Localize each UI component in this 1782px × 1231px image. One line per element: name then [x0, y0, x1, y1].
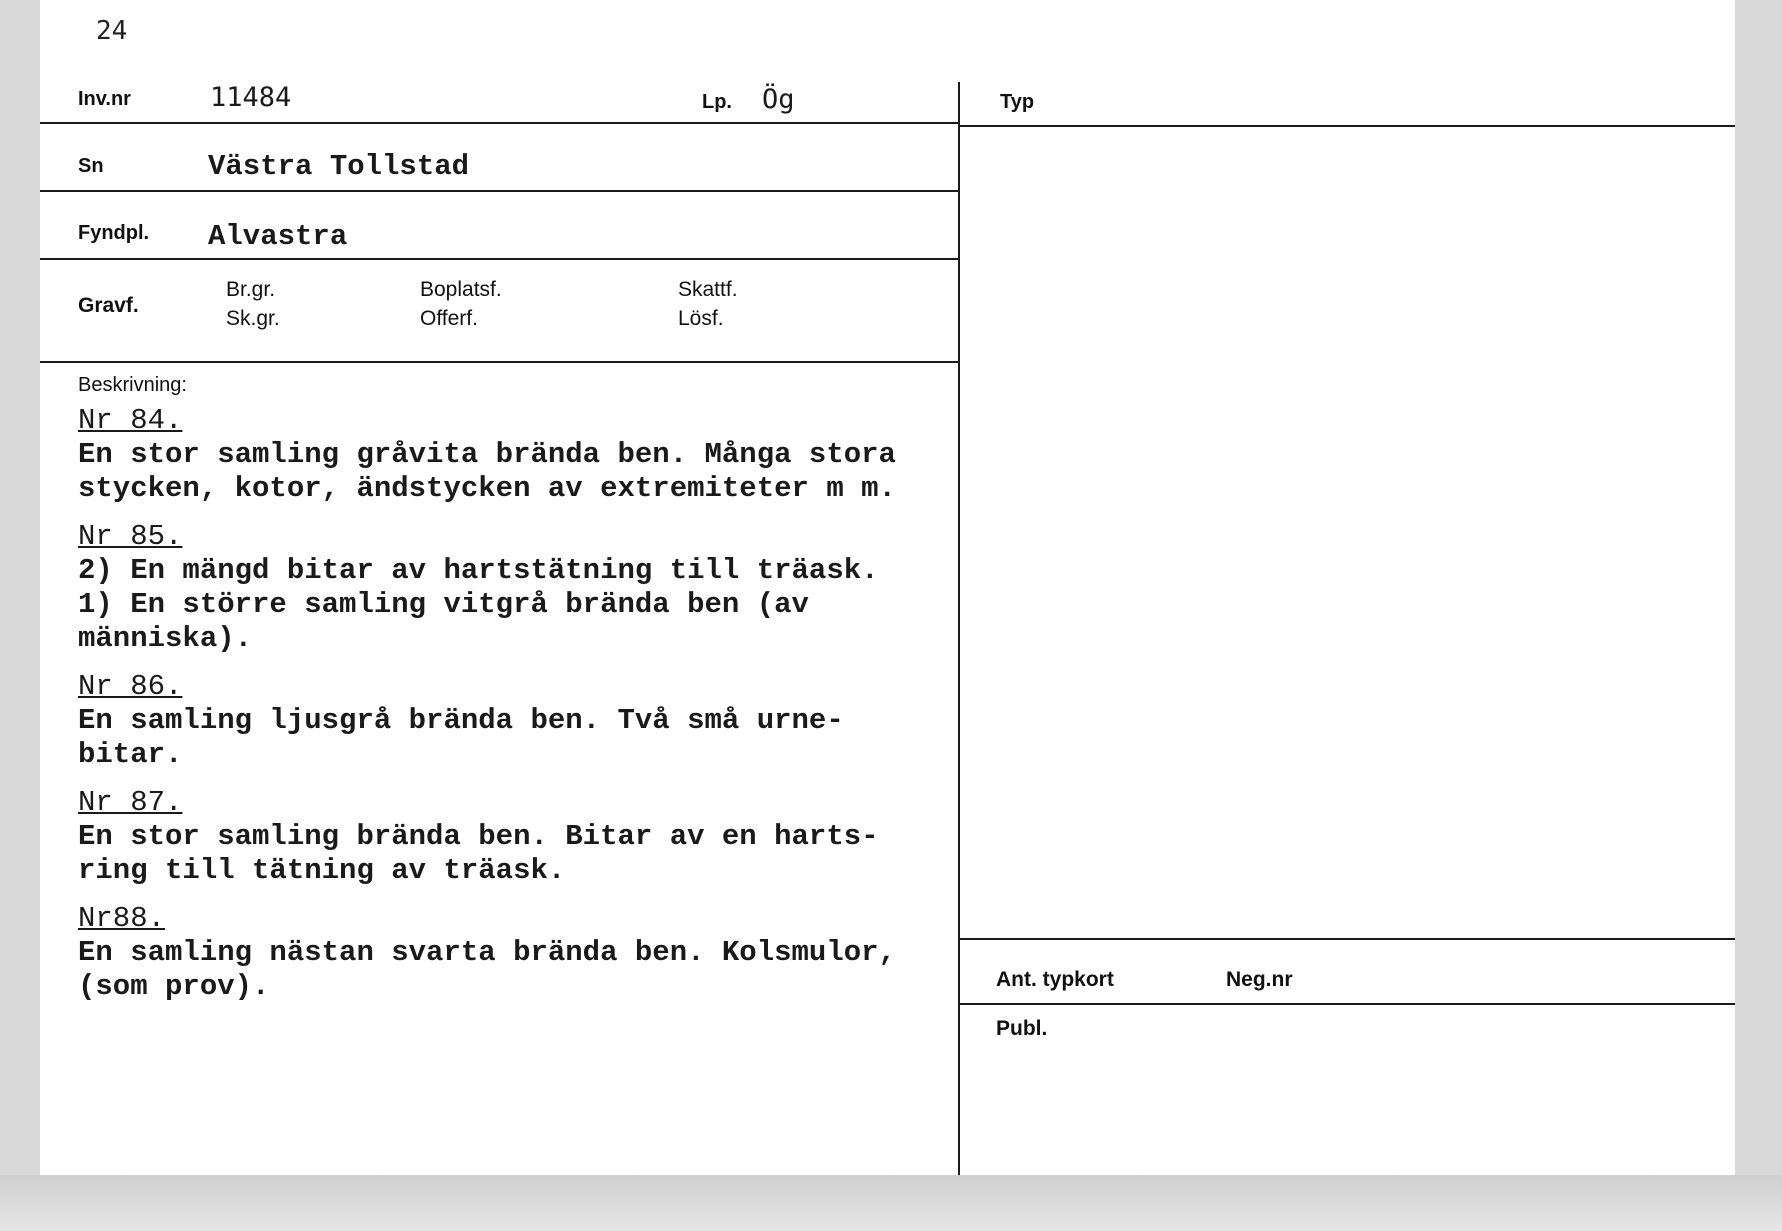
- entry-nr-88: [78, 902, 958, 1004]
- entry-line: människa).: [78, 622, 253, 655]
- entry-number: Nr 84.: [78, 404, 183, 437]
- entry-line: En samling ljusgrå brända ben. Två små urne-: [78, 704, 844, 737]
- skattf-label: Skattf.: [678, 278, 738, 301]
- entry-line: ring till tätning av träask.: [78, 854, 566, 887]
- br-gr-label: Br.gr.: [226, 278, 276, 301]
- typkort-top-rule: [958, 938, 1735, 940]
- entry-line: 1) En större samling vitgrå brända ben (av: [78, 588, 809, 621]
- column-divider: [958, 82, 960, 1175]
- entry-line: (som prov).: [78, 970, 270, 1003]
- fyndpl-label: Fyndpl.: [78, 222, 150, 244]
- entry-line: En stor samling gråvita brända ben. Många stora: [78, 438, 896, 471]
- ant-typkort-label: Ant. typkort: [996, 968, 1114, 991]
- entry-nr-86: [78, 670, 958, 772]
- inv-nr-value: 11484: [210, 82, 292, 113]
- entry-number: Nr 85.: [78, 520, 183, 553]
- fyndpl-rule: [40, 258, 958, 260]
- entry-line: En stor samling brända ben. Bitar av en harts-: [78, 820, 879, 853]
- lp-label: Lp.: [702, 91, 732, 113]
- typ-rule: [958, 125, 1735, 127]
- beskrivning-label: Beskrivning:: [78, 374, 187, 396]
- scan-border: [0, 1175, 1782, 1231]
- inv-nr-label: Inv.nr: [78, 88, 131, 110]
- boplatsf-label: Boplatsf.: [420, 278, 502, 301]
- offerf-label: Offerf.: [420, 307, 478, 330]
- sk-gr-label: Sk.gr.: [226, 307, 280, 330]
- neg-nr-label: Neg.nr: [1226, 968, 1293, 991]
- typkort-bottom-rule: [958, 1003, 1735, 1005]
- gravf-rule: [40, 361, 958, 363]
- sn-rule: [40, 190, 958, 192]
- entry-nr-87: [78, 786, 958, 888]
- header-rule: [40, 122, 958, 124]
- fyndpl-value: Alvastra: [208, 220, 348, 253]
- sn-value: Västra Tollstad: [208, 150, 470, 183]
- page-number: 24: [96, 16, 128, 46]
- entry-number: Nr 87.: [78, 786, 183, 819]
- losf-label: Lösf.: [678, 307, 724, 330]
- typ-label: Typ: [1000, 91, 1035, 113]
- entry-number: Nr 86.: [78, 670, 183, 703]
- sn-label: Sn: [78, 155, 104, 177]
- description-body: [78, 404, 958, 1018]
- entry-line: stycken, kotor, ändstycken av extremiteter m m.: [78, 472, 896, 505]
- publ-label: Publ.: [996, 1017, 1048, 1040]
- entry-nr-85: [78, 520, 958, 656]
- entry-number: Nr88.: [78, 902, 166, 935]
- entry-line: En samling nästan svarta brända ben. Kolsmulor,: [78, 936, 896, 969]
- entry-line: 2) En mängd bitar av hartstätning till träask.: [78, 554, 879, 587]
- entry-nr-84: [78, 404, 958, 506]
- entry-line: bitar.: [78, 738, 183, 771]
- lp-value: Ög: [762, 84, 795, 115]
- gravf-label: Gravf.: [78, 294, 139, 317]
